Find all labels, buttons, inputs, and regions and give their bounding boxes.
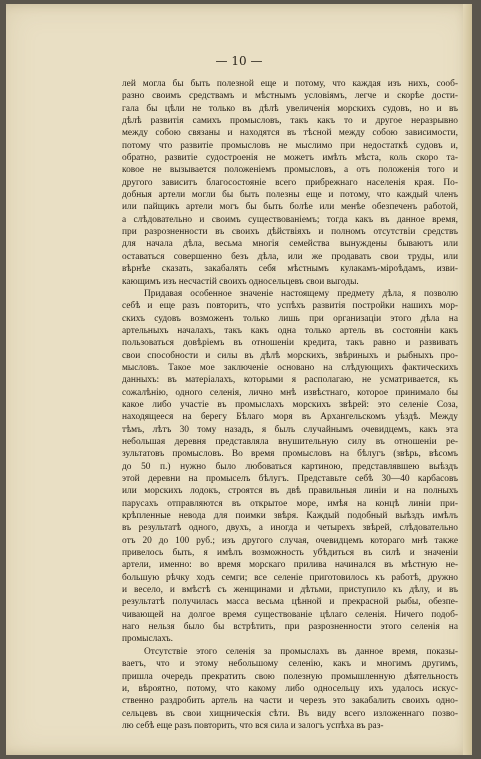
- text-line: оставаться совершенно безъ дѣла, или же продавать свои труды, или: [122, 251, 458, 262]
- text-line: и весело, и вмѣстѣ съ женщинами и дѣтьми, приступило къ дѣлу, и въ: [122, 585, 458, 596]
- text-line: добныя артели могли бы быть полезны еще и потому, что каждый членъ: [122, 190, 458, 201]
- text-line: результатѣ получилась масса весьма цѣнной и прекрасной рыбы, обезпе-: [122, 597, 458, 608]
- page-edge: [463, 4, 472, 755]
- text-line: данныхъ: въ матеріалахъ, которыми я располагаю, не усматривается, къ: [122, 375, 458, 386]
- text-line: въ результатѣ одного, двухъ, а иногда и четырехъ звѣрей, слѣдовательно: [122, 523, 458, 534]
- text-line: гала бы цѣли не только въ дѣлѣ увеличенія морскихъ судовъ, но и въ: [122, 103, 458, 114]
- text-line: артели, именно: во время морскаго прилива начинался въ мѣстную не-: [122, 560, 458, 571]
- text-line: артельныхъ началахъ, такъ какъ одна только артель въ состояніи какъ: [122, 325, 458, 336]
- text-line: какое либо участіе въ промыслахъ морскихъ звѣрей: это селеніе Соза,: [122, 399, 458, 410]
- text-line: ковое не вызывается положеніемъ промысловъ, а отъ положенія того и: [122, 165, 458, 176]
- text-line: себѣ и еще разъ повторить, что успѣхъ развитія постройки нашихъ мор-: [122, 301, 458, 312]
- text-line: сельцевъ въ свои хищническія сѣти. Въ виду всего изложеннаго позво-: [122, 708, 458, 719]
- text-line: сожалѣнію, одного селенія, лично мнѣ извѣстнаго, которое принимало бы: [122, 387, 458, 398]
- text-line: вѣрнѣе сказать, закабалять себя мѣстнымъ кулакамъ-міроѣдамъ, изви-: [122, 264, 458, 275]
- text-line: пользоваться довѣріемъ въ отношеніи кредита, такъ равно и развивать: [122, 338, 458, 349]
- text-line: лю себѣ еще разъ повторить, что вся сила и залогъ успѣха въ раз-: [122, 720, 384, 731]
- text-line: большую рѣчку ходъ семги; все селеніе приготовилось къ работѣ, дружно: [122, 572, 458, 583]
- book-page: [6, 4, 472, 755]
- text-line: а слѣдовательно и своимъ существованіемъ; тогда какъ въ данное время,: [122, 214, 458, 225]
- page-number: — 10 —: [215, 54, 263, 68]
- text-line: между собою связаны и находятся въ тѣсной между собою зависимости,: [122, 128, 458, 139]
- text-line: пришла очередь прекратить свою полезную промышленную дѣятельность: [122, 671, 458, 682]
- text-line: другого зависитъ благосостояніе всего прибрежнаго населенія края. По-: [122, 177, 458, 188]
- text-line: Отсутствіе этого селенія за промыслахъ въ данное время, показы-: [144, 646, 458, 657]
- text-line: Придавая особенное значеніе настоящему предмету дѣла, я позволю: [144, 288, 458, 299]
- text-line: свои способности и силы въ дѣлѣ морскихъ, звѣриныхъ и рыбныхъ про-: [122, 350, 458, 361]
- text-line: наго нельзя было бы встрѣтить, при разрозненности этого селенія на: [122, 622, 458, 633]
- text-line: мысловъ. Такое мое заключеніе основано на слѣдующихъ фактическихъ: [122, 362, 458, 373]
- text-line: потому что развитіе промысловъ не мыслимо при недостаткѣ судовъ и,: [122, 140, 458, 151]
- text-line: дѣлѣ развитія самихъ промысловъ, такъ какъ то и другое неразрывно: [122, 116, 458, 127]
- text-line: ственно раздробить артель на части и черезъ это закабалить своихъ одно-: [122, 696, 458, 707]
- text-line: для начала дѣла, весьма многія семейства вынуждены бываютъ или: [122, 239, 458, 250]
- text-line: и, вѣроятно, потому, что какому либо односельцу ихъ удалось искус-: [122, 683, 458, 694]
- text-line: тѣмъ, лѣтъ 30 тому назадъ, я былъ случайнымъ очевидцемъ, какъ эта: [122, 424, 458, 435]
- text-line: кающимъ изъ несчастій своихъ односельцевъ свои выгоды.: [122, 276, 359, 287]
- text-line: лей могла бы быть полезной еще и потому, что каждая изъ нихъ, сооб-: [122, 79, 458, 89]
- text-line: разно своимъ средствамъ и мѣстнымъ условіямъ, легче и скорѣе дости-: [122, 91, 458, 102]
- text-line: зультатовъ промысловъ. Во время промысловъ на бѣлугъ (звѣрь, вѣсомъ: [122, 449, 458, 460]
- text-line: чивающей на долгое время существованіе цѣлаго селенія. Ничего подоб-: [122, 609, 458, 620]
- text-line: при разрозненности въ своихъ дѣйствіяхъ и полномъ отсутствіи средствъ: [122, 227, 458, 238]
- text-line: промыслахъ.: [122, 634, 173, 645]
- text-line: парусахъ отправляются въ открытое море, имѣя на концѣ линіи при-: [122, 498, 458, 509]
- text-line: крѣпленные невода для поимки звѣря. Каждый подобный выѣздъ имѣлъ: [122, 511, 458, 522]
- text-line: или морскихъ лодокъ, строятся въ двѣ правильныя линіи и на полныхъ: [122, 486, 458, 497]
- text-line: обратно, развитіе судостроенія не можетъ имѣть мѣста, коль скоро та-: [122, 153, 458, 164]
- text-line: ваетъ, что и этому небольшому селенію, какъ и многимъ другимъ,: [122, 659, 458, 670]
- text-line: этой деревни на промыселъ бѣлугъ. Представьте себѣ 30—40 карбасовъ: [122, 474, 458, 484]
- text-line: небольшая деревня представляла внушительную силу въ отношеніи ре-: [122, 436, 458, 447]
- text-line: отъ 20 до 100 руб.; изъ другого случая, очевидцемъ котораго мнѣ также: [122, 535, 458, 546]
- text-line: привелось быть, я имѣлъ возможность убѣдиться въ силѣ и значеніи: [122, 548, 458, 559]
- body-text: [122, 78, 458, 732]
- text-line: скихъ судовъ возможенъ только лишь при организаціи этого дѣла на: [122, 313, 458, 324]
- text-line: находящееся на берегу Бѣлаго моря въ Архангельскомъ уѣздѣ. Между: [122, 412, 458, 423]
- text-line: или пайщикъ артели могъ бы быть болѣе или менѣе обезпеченъ работой,: [122, 202, 458, 213]
- text-line: до 50 п.) нужно было любоваться картиною, представлявшею выѣздъ: [122, 461, 458, 472]
